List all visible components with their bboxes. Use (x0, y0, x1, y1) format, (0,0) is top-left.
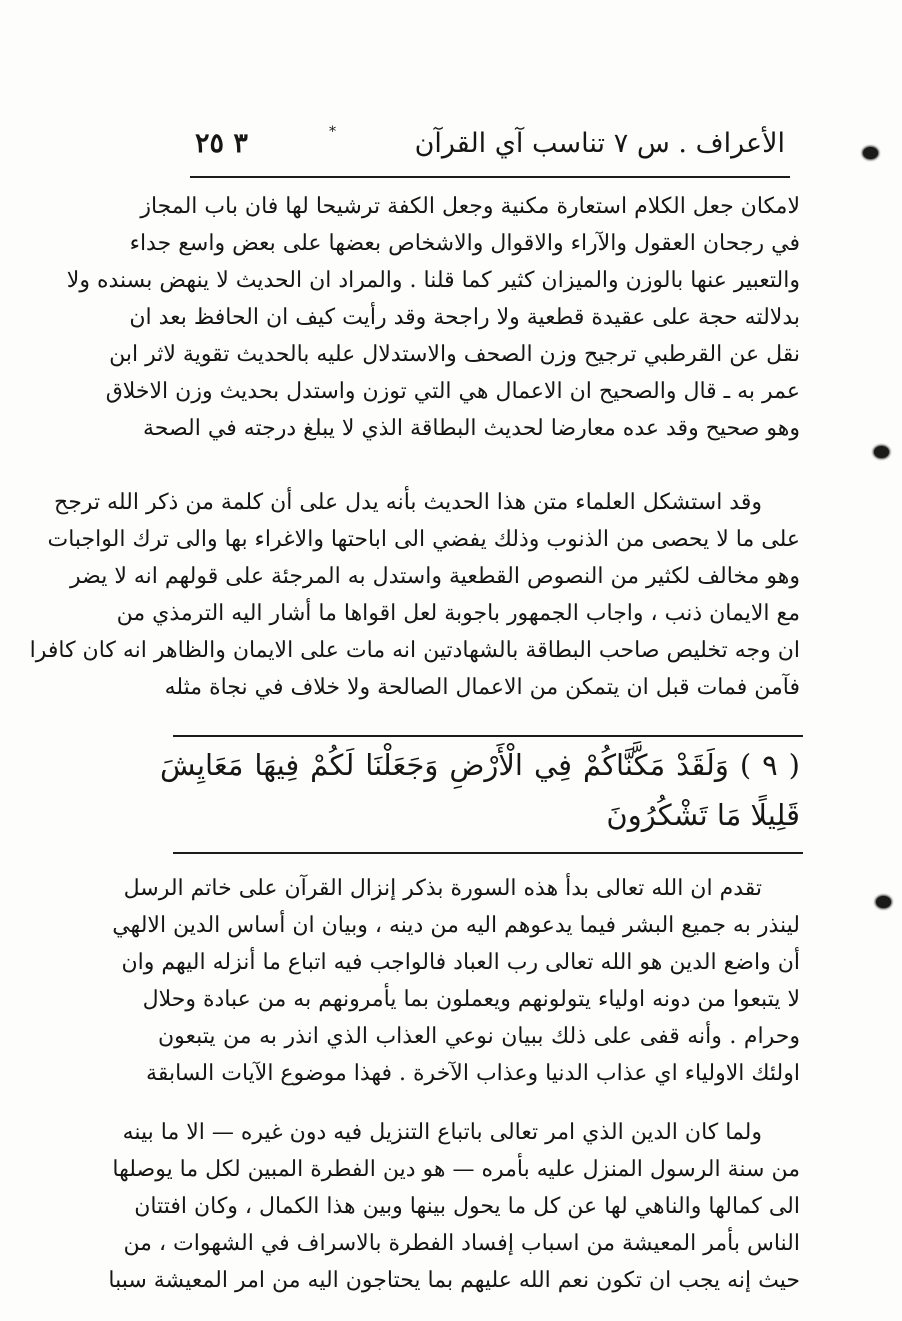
paragraph-introduction (112, 870, 800, 1092)
paragraph-religion-of-nature (108, 1114, 800, 1299)
punch-hole-mark (874, 446, 889, 458)
paragraph-hadith-discussion (29, 484, 800, 706)
verse-line: قَلِيلًا مَا تَشْكُرُونَ (606, 798, 800, 832)
header-asterisk-mark: * (329, 124, 336, 140)
text-line: وحرام . وأنه قفى على ذلك ببيان نوعي العذاب الذي انذر به من يتبعون (158, 1024, 800, 1049)
text-line: الى كمالها والناهي لها عن كل ما يحول بينها وبين هذا الكمال ، وكان افتتان (134, 1194, 800, 1219)
page-number: ٣ ٢٥ (195, 128, 248, 159)
verse-bottom-rule (173, 852, 803, 854)
text-line: بدلالته حجة على عقيدة قطعية ولا راجحة وقد رأيت كيف ان الحافظ بعد ان (129, 305, 800, 330)
paragraph-commentary (66, 188, 800, 447)
text-line: الناس بأمر المعيشة من اسباب إفساد الفطرة بالاسراف في الشهوات ، من (123, 1231, 800, 1256)
text-line: عمر به ـ قال والصحيح ان الاعمال هي التي توزن واستدل بحديث وزن الاخلاق (105, 379, 800, 404)
page-header (195, 128, 785, 172)
text-line: والتعبير عنها بالوزن والميزان كثير كما قلنا . والمراد ان الحديث لا ينهض بسنده ولا (66, 268, 800, 293)
text-line: تقدم ان الله تعالى بدأ هذه السورة بذكر إنزال القرآن على خاتم الرسل (123, 876, 762, 901)
punch-hole-mark (876, 896, 891, 908)
text-line: على ما لا يحصى من الذنوب وذلك يفضي الى اباحتها والاغراء بها والى ترك الواجبات (47, 527, 800, 552)
header-rule (190, 176, 790, 178)
text-line: ولما كان الدين الذي امر تعالى باتباع التنزيل فيه دون غيره — الا ما بينه (122, 1120, 762, 1145)
text-line: أن واضع الدين هو الله تعالى رب العباد فالواجب فيه اتباع ما أنزله اليهم وان (121, 950, 800, 975)
text-line: وقد استشكل العلماء متن هذا الحديث بأنه يدل على أن كلمة من ذكر الله ترجح (54, 490, 762, 515)
header-sura: الأعراف . س ٧ (613, 128, 785, 159)
text-line: فآمن فمات قبل ان يتمكن من الاعمال الصالحة ولا خلاف في نجاة مثله (164, 675, 800, 700)
text-line: وهو صحيح وقد عده معارضا لحديث البطاقة الذي لا يبلغ درجته في الصحة (142, 416, 800, 441)
quran-verse (160, 740, 800, 840)
text-line: ان وجه تخليص صاحب البطاقة بالشهادتين انه مات على الايمان والظاهر انه كان كافرا (29, 638, 800, 663)
text-line: اولئك الاولياء اي عذاب الدنيا وعذاب الآخرة . فهذا موضوع الآيات السابقة (146, 1061, 800, 1086)
verse-line: ( ٩ ) وَلَقَدْ مَكَّنَّاكُمْ فِي الْأَرْضِ وَجَعَلْنَا لَكُمْ فِيهَا مَعَايِشَ (160, 748, 800, 782)
text-line: لا يتبعوا من دونه اولياء يتولونهم ويعملون بما يأمرونهم به من عبادة وحلال (142, 987, 800, 1012)
punch-hole-mark (863, 147, 878, 159)
text-line: وهو مخالف لكثير من النصوص القطعية واستدل به المرجئة على قولهم انه لا يضر (70, 564, 800, 589)
text-line: في رجحان العقول والآراء والاقوال والاشخاص بعضها على بعض واسع جداء (129, 231, 800, 256)
text-line: لامكان جعل الكلام استعارة مكنية وجعل الكفة ترشيحا لها فان باب المجاز (140, 194, 800, 219)
header-title: تناسب آي القرآن (414, 128, 605, 159)
text-line: مع الايمان ذنب ، واجاب الجمهور باجوبة لعل اقواها ما أشار اليه الترمذي من (116, 601, 800, 626)
verse-top-rule (173, 735, 803, 737)
text-line: حيث إنه يجب ان تكون نعم الله عليهم بما يحتاجون اليه من امر المعيشة سببا (108, 1268, 800, 1293)
text-line: لينذر به جميع البشر فيما يدعوهم اليه من دينه ، وبيان ان أساس الدين الالهي (112, 913, 800, 938)
text-line: من سنة الرسول المنزل عليه بأمره — هو دين الفطرة المبين لكل ما يوصلها (112, 1157, 800, 1182)
text-line: نقل عن القرطبي ترجيح وزن الصحف والاستدلال عليه بالحديث تقوية لاثر ابن (109, 342, 800, 367)
